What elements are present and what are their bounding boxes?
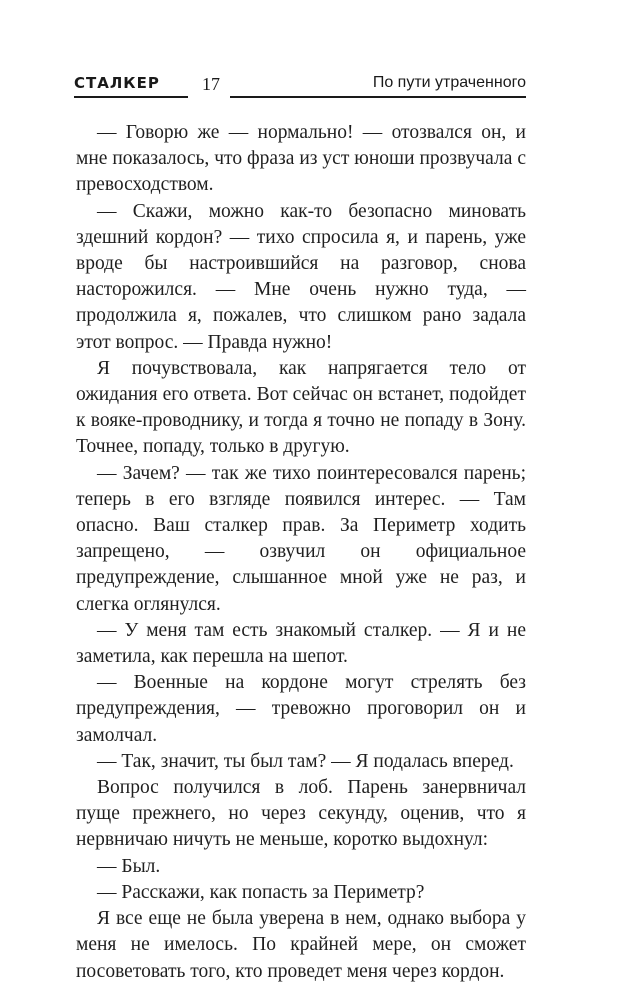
paragraph: — Расскажи, как попасть за Периметр? (97, 881, 425, 903)
paragraph: — У меня там есть знакомый сталкер. — Я и не заметила, как перешла на шепот. (76, 619, 526, 668)
paragraph: — Скажи, можно как-то безопасно миновать здешний кордон? — тихо спросила я, и парень, уже вроде бы настроившийся на разговор, снова насторожился. — Мне очень нужно туда, — продолжила я, пожалев, что слишком рано задала этот вопрос. — Правда нужно! (76, 200, 526, 353)
series-title: СТАЛКЕР (74, 74, 160, 92)
paragraph: Я почувствовала, как напрягается тело от ожидания его ответа. Вот сейчас он встанет, подойдет к вояке-проводнику, и тогда я точно не попаду в Зону. Точнее, попаду, только в другую. (76, 357, 526, 458)
body-text (76, 120, 526, 985)
paragraph: Я все еще не была уверена в нем, однако выбора у меня не имелось. По крайней мере, он сможет посоветовать того, кто проведет меня через кордон. (76, 908, 526, 982)
paragraph: Вопрос получился в лоб. Парень занервничал пуще прежнего, но через секунду, оценив, что я нервничаю ничуть не меньше, коротко выдохнул: (76, 777, 526, 851)
paragraph: — Говорю же — нормально! — отозвался он, и мне показалось, что фраза из уст юноши прозвучала с превосходством. (76, 122, 526, 196)
header-rule-left (74, 96, 188, 98)
page-number: 17 (202, 74, 220, 94)
paragraph: — Так, значит, ты был там? — Я подалась вперед. (97, 750, 514, 772)
page-header (74, 72, 526, 98)
paragraph: — Был. (97, 855, 161, 877)
running-title: По пути утраченного (372, 74, 526, 91)
paragraph: — Военные на кордоне могут стрелять без предупреждения, — тревожно проговорил он и замолчал. (76, 672, 526, 746)
paragraph: — Зачем? — так же тихо поинтересовался парень; теперь в его взгляде появился интерес. — Там опасно. Ваш сталкер прав. За Периметр ходить запрещено, — озвучил он официальное предупреждение, слышанное мной уже не раз, и слегка оглянулся. (76, 462, 526, 615)
header-rule-right (230, 96, 526, 98)
